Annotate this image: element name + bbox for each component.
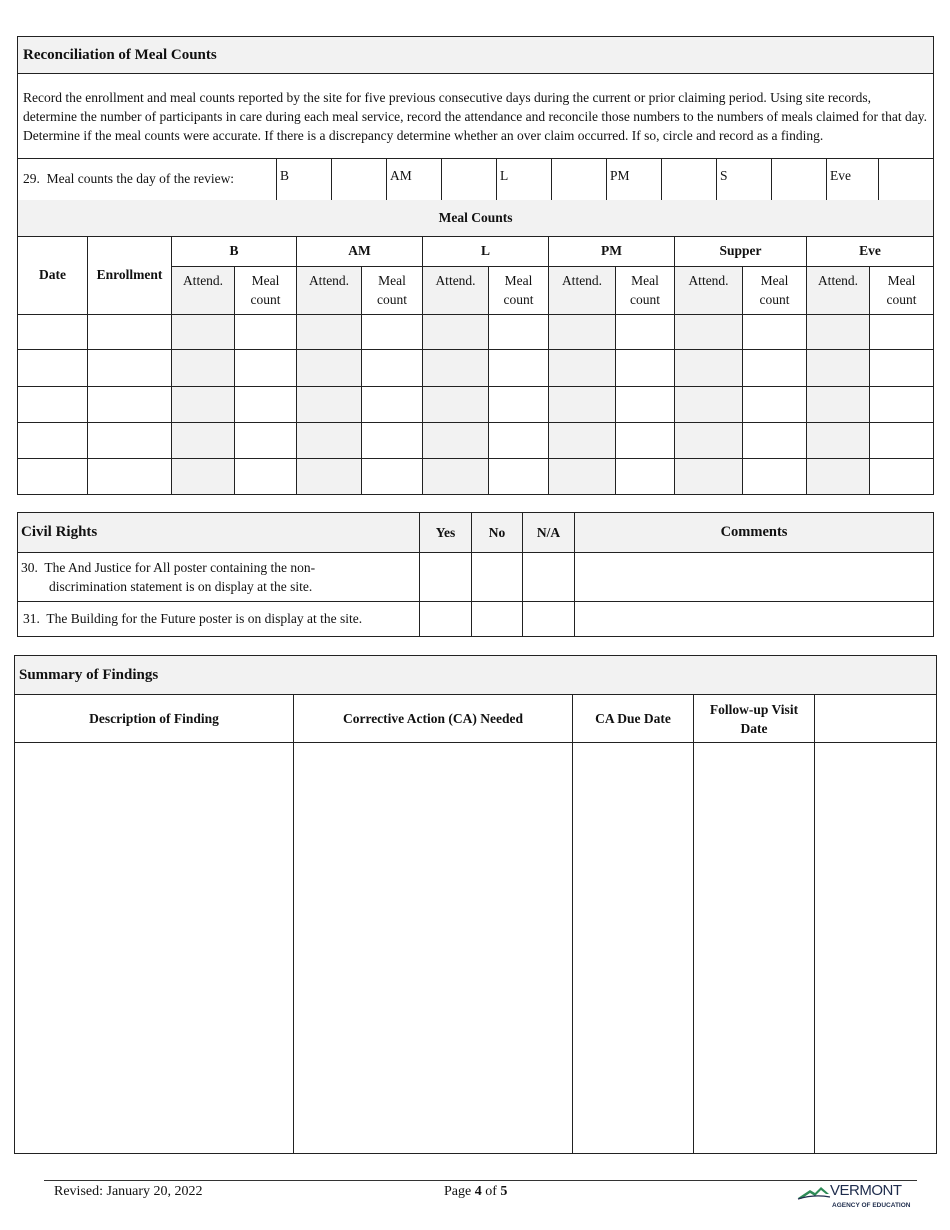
item-31-text: 31. The Building for the Future poster is on display at the site. (18, 602, 420, 637)
enrollment-cell[interactable] (88, 422, 172, 458)
attend-cell[interactable] (423, 458, 489, 494)
col-comments: Comments (575, 513, 934, 553)
enrollment-cell[interactable] (88, 458, 172, 494)
attend-header: Attend. (297, 266, 362, 314)
meal-count-cell[interactable] (235, 314, 297, 349)
table-row (18, 386, 934, 422)
enrollment-cell[interactable] (88, 314, 172, 349)
meal-count-header: Meal count (616, 266, 675, 314)
attend-cell[interactable] (172, 458, 235, 494)
meal-count-cell[interactable] (235, 458, 297, 494)
date-cell[interactable] (18, 349, 88, 386)
meal-counts-table (17, 200, 934, 495)
attend-cell[interactable] (297, 314, 362, 349)
q29-meal-label: B (277, 158, 332, 200)
logo-text: VERMONT (830, 1182, 902, 1199)
meal-counts-title: Meal Counts (18, 200, 934, 236)
attend-cell[interactable] (675, 314, 743, 349)
meal-count-header: Meal count (362, 266, 423, 314)
attend-header: Attend. (807, 266, 870, 314)
comments-cell[interactable] (575, 553, 934, 602)
civil-rights-table (17, 512, 934, 637)
table-row (18, 422, 934, 458)
meal-count-cell[interactable] (362, 458, 423, 494)
ca-due-date-cell[interactable] (573, 743, 694, 1154)
meal-count-cell[interactable] (870, 314, 934, 349)
q29-meal-label: AM (387, 158, 442, 200)
q29-meal-label: PM (607, 158, 662, 200)
no-cell[interactable] (472, 602, 523, 637)
attend-cell[interactable] (807, 314, 870, 349)
attend-cell[interactable] (172, 386, 235, 422)
attend-header: Attend. (675, 266, 743, 314)
meal-header-eve: Eve (807, 236, 934, 266)
attend-cell[interactable] (423, 422, 489, 458)
meal-count-cell[interactable] (870, 458, 934, 494)
attend-cell[interactable] (807, 422, 870, 458)
q29-input-pm[interactable] (662, 158, 717, 200)
reconciliation-title: Reconciliation of Meal Counts (18, 37, 934, 74)
meal-count-header: Meal count (870, 266, 934, 314)
table-row (18, 458, 934, 494)
meal-count-cell[interactable] (362, 422, 423, 458)
col-ca-due-date: CA Due Date (573, 695, 694, 743)
no-cell[interactable] (472, 553, 523, 602)
meal-count-cell[interactable] (616, 386, 675, 422)
col-na: N/A (523, 513, 575, 553)
reconciliation-table (17, 36, 934, 159)
attend-header: Attend. (172, 266, 235, 314)
footer-revised: Revised: January 20, 2022 (54, 1184, 203, 1199)
attend-cell[interactable] (675, 349, 743, 386)
attend-cell[interactable] (172, 349, 235, 386)
date-cell[interactable] (18, 458, 88, 494)
meal-header-supper: Supper (675, 236, 807, 266)
q29-label (18, 158, 277, 200)
meal-count-header: Meal count (489, 266, 549, 314)
col-no: No (472, 513, 523, 553)
meal-header-b: B (172, 236, 297, 266)
attend-cell[interactable] (549, 386, 616, 422)
civil-rights-title: Civil Rights (18, 513, 420, 553)
meal-count-cell[interactable] (362, 386, 423, 422)
meal-count-cell[interactable] (743, 458, 807, 494)
col-yes: Yes (420, 513, 472, 553)
meal-count-cell[interactable] (235, 422, 297, 458)
meal-count-cell[interactable] (616, 349, 675, 386)
summary-table (14, 655, 937, 1154)
attend-cell[interactable] (549, 314, 616, 349)
col-description: Description of Finding (15, 695, 294, 743)
attend-cell[interactable] (549, 422, 616, 458)
meal-count-cell[interactable] (743, 422, 807, 458)
meal-count-cell[interactable] (743, 386, 807, 422)
attend-cell[interactable] (297, 349, 362, 386)
col-enrollment: Enrollment (88, 236, 172, 314)
attend-cell[interactable] (423, 386, 489, 422)
attend-cell[interactable] (807, 349, 870, 386)
item-number: 31. (23, 611, 40, 626)
q29-meal-label: S (717, 158, 772, 200)
date-cell[interactable] (18, 314, 88, 349)
date-cell[interactable] (18, 386, 88, 422)
meal-count-header: Meal count (743, 266, 807, 314)
attend-cell[interactable] (807, 386, 870, 422)
attend-cell[interactable] (172, 314, 235, 349)
civil-rights-item (18, 553, 934, 602)
meal-count-cell[interactable] (489, 314, 549, 349)
attend-cell[interactable] (423, 314, 489, 349)
na-cell[interactable] (523, 553, 575, 602)
meal-count-cell[interactable] (616, 458, 675, 494)
attend-cell[interactable] (675, 422, 743, 458)
meal-header-l: L (423, 236, 549, 266)
item-30-text: 30. The And Justice for All poster containing the non- discrimination statement is on display at the site. (18, 553, 420, 602)
q29-meal-label: L (497, 158, 552, 200)
vermont-aoe-logo (796, 1181, 916, 1213)
meal-count-cell[interactable] (870, 386, 934, 422)
meal-count-cell[interactable] (489, 458, 549, 494)
attend-cell[interactable] (297, 458, 362, 494)
meal-count-cell[interactable] (489, 386, 549, 422)
table-row (18, 314, 934, 349)
q29-input-l[interactable] (552, 158, 607, 200)
meal-header-pm: PM (549, 236, 675, 266)
attend-cell[interactable] (297, 386, 362, 422)
yes-cell[interactable] (420, 553, 472, 602)
meal-count-cell[interactable] (743, 349, 807, 386)
q29-input-b[interactable] (332, 158, 387, 200)
q29-input-eve[interactable] (879, 158, 934, 200)
meal-count-cell[interactable] (362, 349, 423, 386)
description-cell[interactable] (15, 743, 294, 1154)
table-row (18, 349, 934, 386)
meal-count-cell[interactable] (616, 422, 675, 458)
attend-cell[interactable] (423, 349, 489, 386)
col-followup-date: Follow-up Visit Date (694, 695, 815, 743)
corrective-action-cell[interactable] (294, 743, 573, 1154)
attend-cell[interactable] (549, 458, 616, 494)
date-cell[interactable] (18, 422, 88, 458)
meal-count-cell[interactable] (235, 349, 297, 386)
yes-cell[interactable] (420, 602, 472, 637)
meal-count-cell[interactable] (870, 422, 934, 458)
summary-body-row (15, 743, 937, 1154)
summary-title: Summary of Findings (15, 656, 937, 695)
logo-subtext: AGENCY OF EDUCATION (832, 1202, 911, 1209)
col-date: Date (18, 236, 88, 314)
q29-text: Meal counts the day of the review: (46, 170, 235, 186)
col-corrective-action: Corrective Action (CA) Needed (294, 695, 573, 743)
attend-cell[interactable] (549, 349, 616, 386)
enrollment-cell[interactable] (88, 386, 172, 422)
q29-number: 29. (23, 170, 40, 186)
q29-input-am[interactable] (442, 158, 497, 200)
date-corrected-cell[interactable] (815, 743, 937, 1154)
meal-count-cell[interactable] (489, 422, 549, 458)
footer-divider (44, 1180, 917, 1181)
meal-count-cell[interactable] (489, 349, 549, 386)
civil-rights-item (18, 602, 934, 637)
attend-cell[interactable] (675, 386, 743, 422)
q29-meal-label: Eve (827, 158, 879, 200)
q29-input-s[interactable] (772, 158, 827, 200)
attend-header: Attend. (423, 266, 489, 314)
meal-count-cell[interactable] (870, 349, 934, 386)
meal-count-cell[interactable] (235, 386, 297, 422)
attend-cell[interactable] (297, 422, 362, 458)
comments-cell[interactable] (575, 602, 934, 637)
attend-cell[interactable] (675, 458, 743, 494)
attend-cell[interactable] (807, 458, 870, 494)
followup-date-cell[interactable] (694, 743, 815, 1154)
reconciliation-instructions: Record the enrollment and meal counts reported by the site for five previous consecutive days during the current or prior claiming period. Using site records, determine the number of participants in care during each meal service, record the attendance and reconcile those numbers to the numbers of meals claimed for that day. Determine if the meal counts were accurate. If there is a discrepancy determine whether an over claim occurred. If so, circle and record as a finding. (18, 74, 934, 159)
meal-count-cell[interactable] (743, 314, 807, 349)
meal-count-header: Meal count (235, 266, 297, 314)
meal-header-am: AM (297, 236, 423, 266)
meal-count-cell[interactable] (616, 314, 675, 349)
footer-page: Page 4 of 5 (444, 1184, 508, 1199)
attend-cell[interactable] (172, 422, 235, 458)
item-number: 30. (21, 560, 38, 575)
na-cell[interactable] (523, 602, 575, 637)
col-date-corrected (815, 695, 937, 743)
enrollment-cell[interactable] (88, 349, 172, 386)
meal-count-cell[interactable] (362, 314, 423, 349)
q29-row (17, 158, 934, 201)
attend-header: Attend. (549, 266, 616, 314)
